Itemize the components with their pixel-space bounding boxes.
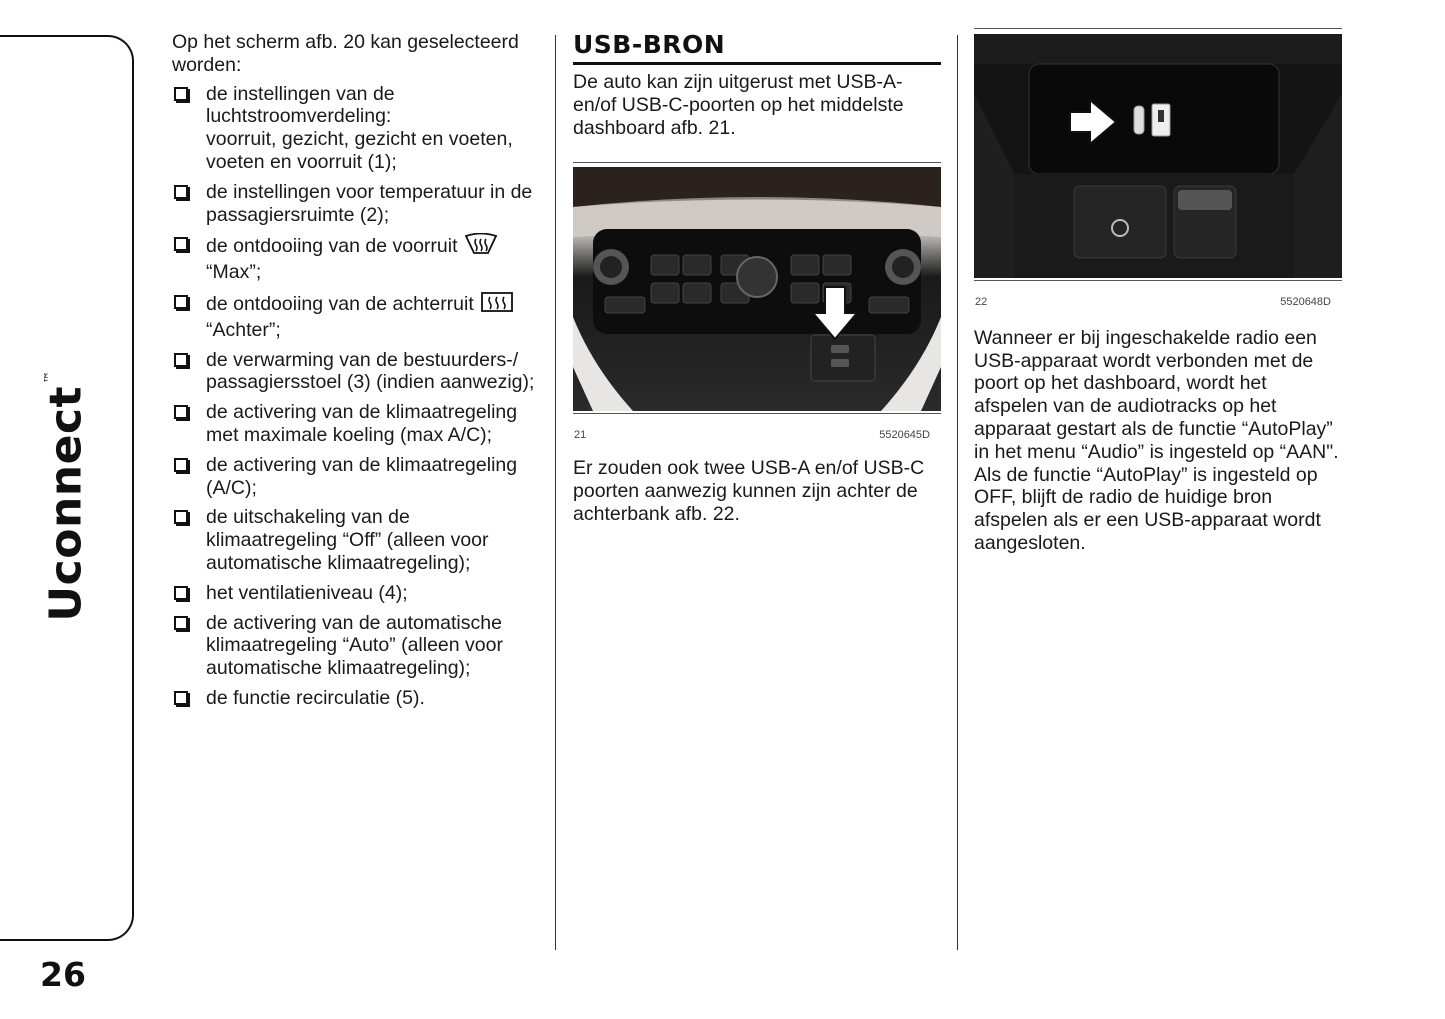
checkbox-bullet-icon [174, 616, 188, 630]
figure-21-caption [573, 424, 941, 447]
column-divider [555, 35, 556, 950]
figure-22-caption [974, 291, 1342, 314]
figure-code: 5520645D [879, 429, 930, 442]
section-heading: USB-BRON [573, 31, 941, 65]
list-item: de ontdooiing van de achterruit “Achter”; [172, 291, 544, 342]
section-title: Uconnect™ [40, 370, 92, 622]
column-right [974, 28, 1342, 555]
checkbox-bullet-icon [174, 405, 188, 419]
list-item: de activering van de klimaatregeling met maximale koeling (max A/C); [172, 401, 544, 447]
checkbox-bullet-icon [174, 458, 188, 472]
front-defrost-icon [464, 233, 498, 261]
rear-defrost-icon [480, 291, 514, 319]
checkbox-bullet-icon [174, 185, 188, 199]
list-item: de verwarming van de bestuurders-/ passagiersstoel (3) (indien aanwezig); [172, 349, 544, 395]
list-item: de functie recirculatie (5). [172, 687, 544, 710]
figure-bottom-rule [573, 413, 941, 414]
trademark-mark: ™ [42, 370, 58, 384]
list-item: de instellingen van de luchtstroomverdeling: voorruit, gezicht, gezicht en voeten, voeten en voorruit (1); [172, 83, 544, 174]
checkbox-bullet-icon [174, 691, 188, 705]
figure-number: 22 [975, 296, 988, 308]
options-list [172, 83, 544, 710]
figure-21-photo [573, 167, 941, 411]
column-divider [957, 35, 958, 950]
list-item: de uitschakeling van de klimaatregeling “Off” (alleen voor automatische klimaatregeling); [172, 506, 544, 574]
body-text: De auto kan zijn uitgerust met USB-A- en/of USB-C-poorten op het middelste dashboard afb. 21. [573, 71, 904, 139]
figure-top-rule [573, 162, 941, 163]
body-text: Wanneer er bij ingeschakelde radio een USB-apparaat wordt verbonden met de poort op het dashboard, wordt het afspelen van de audiotracks op het apparaat gestart als de functie “AutoPlay” in het menu “Audio” is ingesteld op “AAN". Als de functie “AutoPlay” is ingesteld op OFF, blijft de radio de huidige bron afspelen als er een USB-apparaat wordt aangesloten. [974, 326, 1339, 554]
figure-top-rule [974, 28, 1342, 29]
checkbox-bullet-icon [174, 295, 188, 309]
page-number: 26 [40, 955, 86, 994]
column-left [172, 31, 544, 717]
checkbox-bullet-icon [174, 353, 188, 367]
column-middle [573, 31, 941, 526]
intro-text: Op het scherm afb. 20 kan geselecteerd worden: [172, 31, 519, 76]
figure-code: 5520648D [1280, 296, 1331, 308]
checkbox-bullet-icon [174, 510, 188, 524]
figure-22-photo [974, 34, 1342, 278]
checkbox-bullet-icon [174, 87, 188, 101]
list-item: de activering van de klimaatregeling (A/C); [172, 454, 544, 500]
list-item: het ventilatieniveau (4); [172, 582, 544, 605]
figure-bottom-rule [974, 280, 1342, 281]
list-item: de ontdooiing van de voorruit “Max”; [172, 233, 544, 284]
list-item: de instellingen voor temperatuur in de passagiersruimte (2); [172, 181, 544, 227]
checkbox-bullet-icon [174, 586, 188, 600]
checkbox-bullet-icon [174, 237, 188, 251]
body-text: Er zouden ook twee USB-A en/of USB-C poorten aanwezig kunnen zijn achter de achterbank afb. 22. [573, 457, 925, 525]
figure-number: 21 [574, 429, 587, 442]
list-item: de activering van de automatische klimaatregeling “Auto” (alleen voor automatische klimaatregeling); [172, 612, 544, 680]
